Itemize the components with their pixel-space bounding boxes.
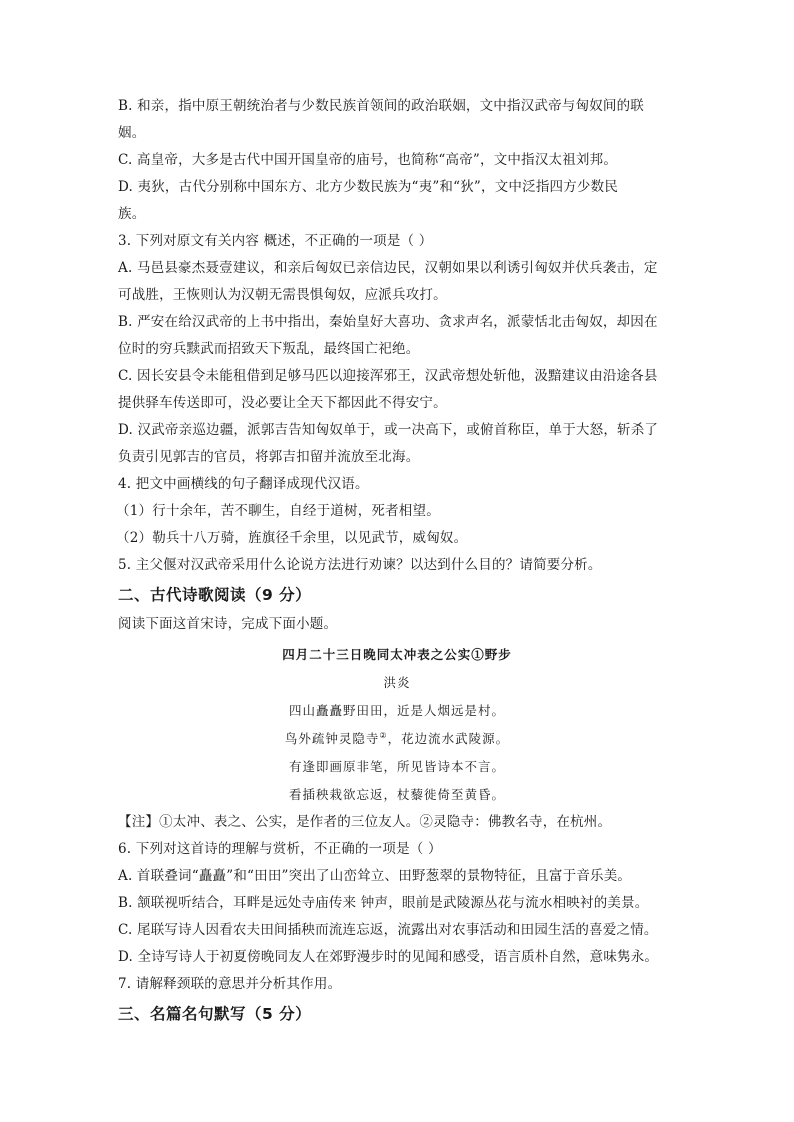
q6-option-d: D. 全诗写诗人于初夏傍晚同友人在郊野漫步时的见闻和感受，语言质朴自然，意味隽永。 xyxy=(118,949,659,965)
question-3: 3. 下列对原文有关内容 概述，不正确的一项是（ ） xyxy=(118,233,433,249)
q3-option-d-line-1: D. 汉武帝亲巡边疆，派郭吉告知匈奴单于，或一决高下，或俯首称臣，单于大怒，斩杀了 xyxy=(118,422,659,438)
question-5: 5. 主父偃对汉武帝采用什么论说方法进行劝谏？以达到什么目的？请简要分析。 xyxy=(118,557,602,573)
q3-option-b-line-1: B. 严安在给汉武帝的上书中指出，秦始皇好大喜功、贪求声名，派蒙恬北击匈奴，却因在 xyxy=(118,314,658,330)
section-2-heading: 二、古代诗歌阅读（9 分） xyxy=(118,586,312,604)
poem-line-3: 有逢即画原非笔，所见皆诗本不言。 xyxy=(288,759,505,774)
question-7: 7. 请解释颈联的意思并分析其作用。 xyxy=(118,976,342,992)
q6-option-b: B. 颔联视听结合，耳畔是远处寺庙传来 钟声，眼前是武陵源丛花与流水相映衬的美景。 xyxy=(118,895,649,911)
poem-title: 四月二十三日晚同太冲表之公实①野步 xyxy=(282,647,512,662)
poem-line-2 xyxy=(0,731,794,747)
q6-option-c: C. 尾联写诗人因看农夫田间插秧而流连忘返，流露出对农事活动和田园生活的喜爱之情。 xyxy=(118,922,658,938)
q6-option-a: A. 首联叠词“矗矗”和“田田”突出了山峦耸立、田野葱翠的景物特征，且富于音乐美。 xyxy=(118,868,632,884)
poem-note: 【注】①太冲、表之、公实，是作者的三位友人。②灵隐寺：佛教名寺，在杭州。 xyxy=(118,814,612,830)
poem-line-1: 四山矗矗野田田，近是人烟远是村。 xyxy=(288,703,505,718)
q3-option-c-line-2: 提供驿车传送即可，没必要让全天下都因此不得安宁。 xyxy=(118,395,447,411)
q4-sentence-2: （2）勒兵十八万骑，旌旗径千余里，以见武节，威匈奴。 xyxy=(116,530,468,546)
section-3-heading: 三、名篇名句默写（5 分） xyxy=(118,1005,312,1023)
poem-line-2-part-2: ，花边流水武陵源。 xyxy=(387,731,510,746)
q3-option-a-line-1: A. 马邑县豪杰聂壹建议，和亲后匈奴已亲信边民，汉朝如果以利诱引匈奴并伏兵袭击，定 xyxy=(118,260,658,276)
poem-line-2-part-1: 鸟外疏钟灵隐寺 xyxy=(284,731,380,746)
option-d-line-2: 族。 xyxy=(118,206,146,222)
q3-option-a-line-2: 可战胜，王恢则认为汉朝无需畏惧匈奴，应派兵攻打。 xyxy=(118,287,447,303)
question-4: 4. 把文中画横线的句子翻译成现代汉语。 xyxy=(118,476,369,492)
option-d-line-1: D. 夷狄，古代分别称中国东方、北方少数民族为“夷”和“狄”，文中泛指四方少数民 xyxy=(118,179,619,195)
question-6: 6. 下列对这首诗的理解与赏析，不正确的一项是（ ） xyxy=(118,841,442,857)
option-b-line-1: B. 和亲，指中原王朝统治者与少数民族首领间的政治联姻，文中指汉武帝与匈奴间的联 xyxy=(118,98,645,114)
footnote-marker: ② xyxy=(379,730,388,740)
option-c-line: C. 高皇帝，大多是古代中国开国皇帝的庙号，也简称“高帝”，文中指汉太祖刘邦。 xyxy=(118,152,618,168)
poem-author: 洪炎 xyxy=(383,675,411,690)
q3-option-b-line-2: 位时的穷兵黩武而招致天下叛乱，最终国亡祀绝。 xyxy=(118,341,420,357)
q3-option-d-line-2: 负责引见郭吉的官员，将郭吉扣留并流放至北海。 xyxy=(118,449,420,465)
q3-option-c-line-1: C. 因长安县令未能租借到足够马匹以迎接浑邪王，汉武帝想处斩他，汲黯建议由沿途各县 xyxy=(118,368,658,384)
poem-line-4: 看插秧栽欲忘返，杖藜徙倚至黄昏。 xyxy=(288,787,505,802)
poem-intro: 阅读下面这首宋诗，完成下面小题。 xyxy=(118,616,338,632)
q4-sentence-1: （1）行十余年，苦不聊生，自经于道树，死者相望。 xyxy=(116,503,440,519)
option-b-line-2: 姻。 xyxy=(118,125,146,141)
